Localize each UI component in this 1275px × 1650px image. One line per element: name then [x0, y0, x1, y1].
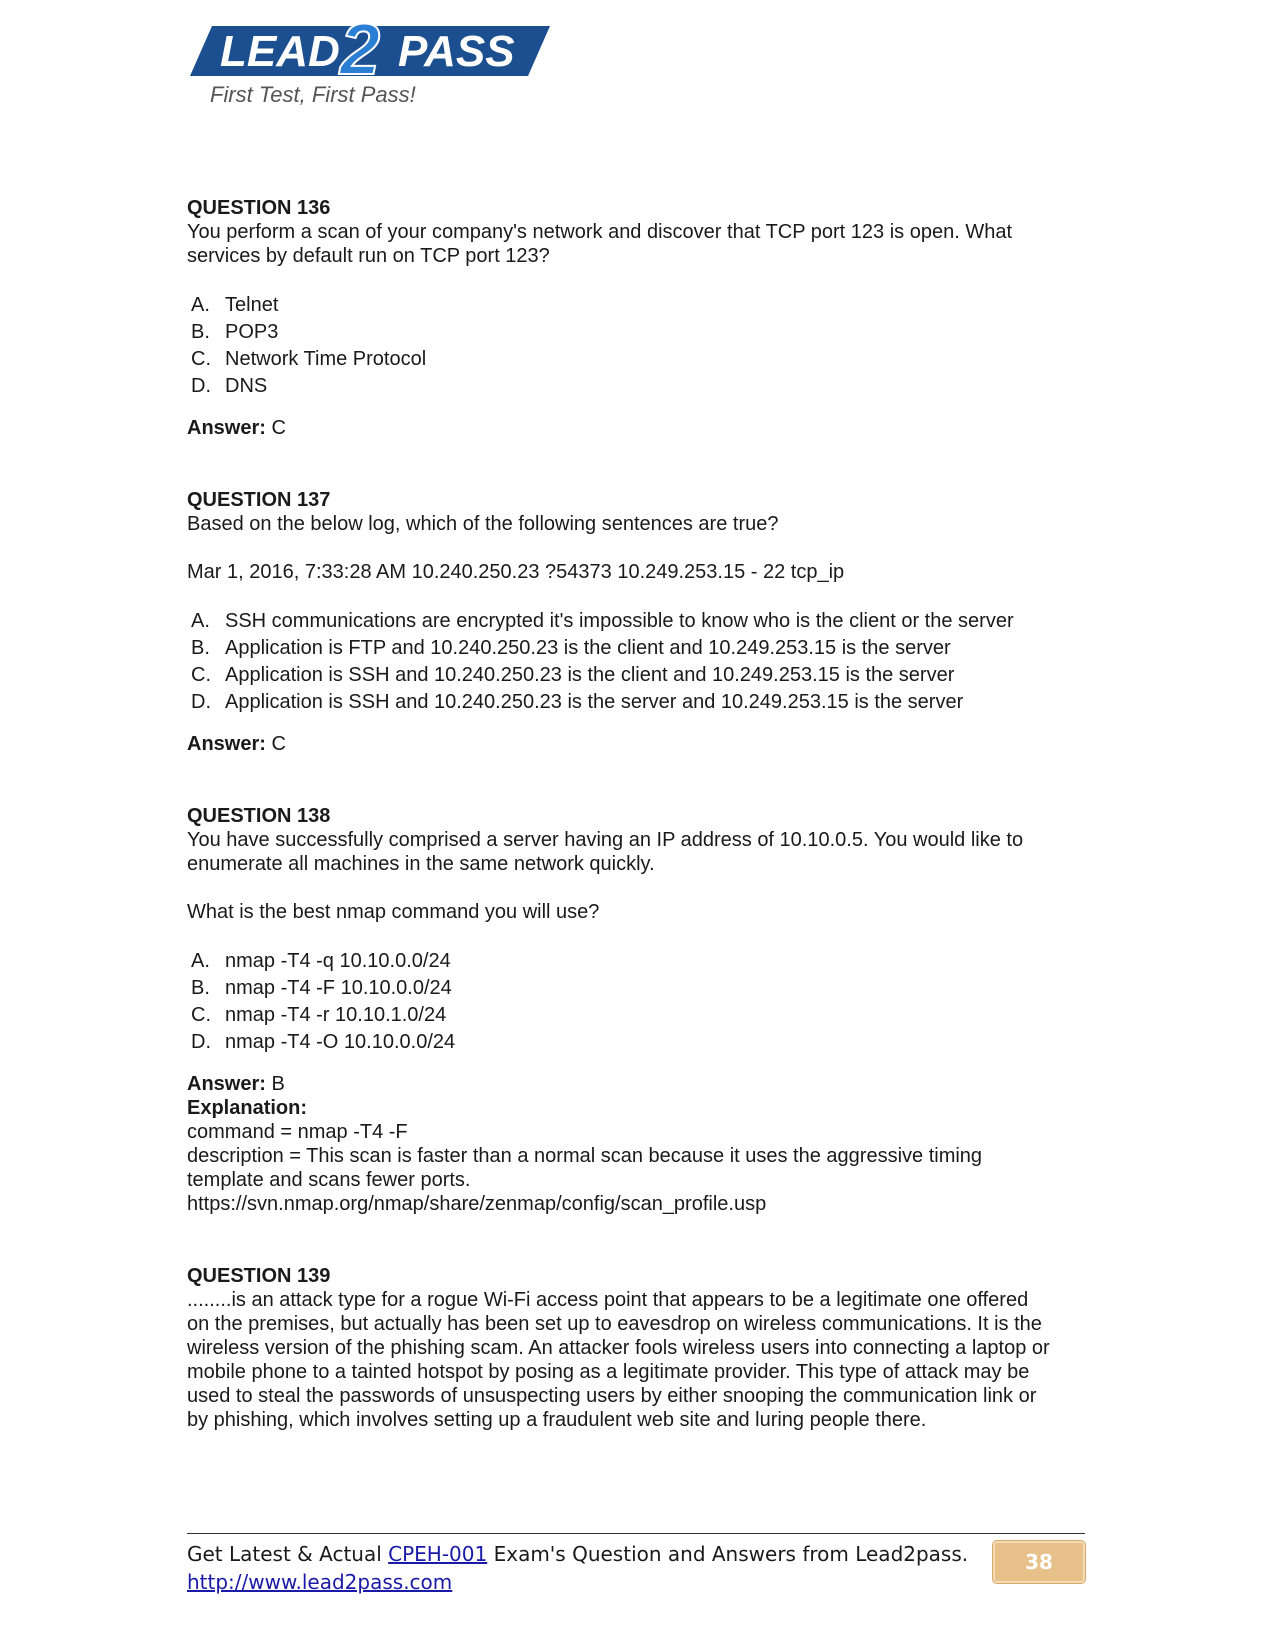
page-number-badge: 38: [993, 1541, 1085, 1583]
question-title: QUESTION 136: [187, 197, 331, 219]
question-body-line: on the premises, but actually has been set up to eavesdrop on wireless communications. It is the: [187, 1313, 1042, 1335]
site-link[interactable]: http://www.lead2pass.com: [187, 1570, 453, 1594]
question-body-line: enumerate all machines in the same network quickly.: [187, 853, 655, 875]
question-body-line: services by default run on TCP port 123?: [187, 245, 550, 267]
question-title: QUESTION 139: [187, 1265, 331, 1287]
footer-site-line: [187, 1568, 1085, 1596]
question-title: QUESTION 138: [187, 805, 331, 827]
question-title: QUESTION 137: [187, 489, 331, 511]
option-a: A. Telnet: [191, 294, 279, 316]
logo-text-num: 2: [340, 10, 381, 90]
answer-line: Answer: B: [187, 1073, 285, 1095]
logo-tagline: First Test, First Pass!: [210, 82, 416, 107]
answer-value: B: [271, 1073, 285, 1095]
option-b: B. POP3: [191, 321, 279, 343]
option-a: A. SSH communications are encrypted it's impossible to know who is the client or the server: [191, 610, 1014, 632]
question-body-line: mobile phone to a tainted hotspot by posing as a legitimate provider. This type of attack may be: [187, 1361, 1030, 1383]
answer-value: C: [271, 417, 286, 439]
option-b: B. Application is FTP and 10.240.250.23 is the client and 10.249.253.15 is the server: [191, 637, 951, 659]
question-138: [187, 804, 1087, 1216]
logo-text-left: LEAD: [220, 27, 340, 76]
question-body-line: by phishing, which involves setting up a fraudulent web site and luring people there.: [187, 1409, 927, 1431]
answer-value: C: [271, 733, 286, 755]
options-list: [187, 948, 1087, 1056]
option-b: B. nmap -T4 -F 10.10.0.0/24: [191, 977, 452, 999]
question-content: [187, 196, 1087, 1432]
question-137: [187, 488, 1087, 756]
question-body-line: You have successfully comprised a server having an IP address of 10.10.0.5. You would like to: [187, 829, 1024, 851]
question-body-line: Based on the below log, which of the following sentences are true?: [187, 513, 779, 535]
option-a: A. nmap -T4 -q 10.10.0.0/24: [191, 950, 451, 972]
option-c: C. Application is SSH and 10.240.250.23 is the client and 10.249.253.15 is the server: [191, 664, 955, 686]
option-c: C. nmap -T4 -r 10.10.1.0/24: [191, 1004, 447, 1026]
lead2pass-logo: [190, 8, 580, 108]
explanation-line: template and scans fewer ports.: [187, 1169, 471, 1191]
answer-line: Answer: C: [187, 733, 286, 755]
question-prompt: What is the best nmap command you will use?: [187, 901, 600, 923]
explanation-url: https://svn.nmap.org/nmap/share/zenmap/config/scan_profile.usp: [187, 1193, 767, 1215]
option-c: C. Network Time Protocol: [191, 348, 427, 370]
explanation-line: command = nmap -T4 -F: [187, 1121, 408, 1143]
log-line: Mar 1, 2016, 7:33:28 AM 10.240.250.23 ?54373 10.249.253.15 - 22 tcp_ip: [187, 561, 845, 583]
logo-text-right: PASS: [398, 27, 515, 76]
exam-link[interactable]: CPEH-001: [388, 1542, 488, 1566]
question-body-line: ........is an attack type for a rogue Wi-Fi access point that appears to be a legitimate one offered: [187, 1289, 1029, 1311]
options-list: [187, 608, 1087, 716]
option-d: D. nmap -T4 -O 10.10.0.0/24: [191, 1031, 456, 1053]
question-139: [187, 1264, 1087, 1432]
options-list: [187, 292, 1087, 400]
option-d: D. Application is SSH and 10.240.250.23 is the server and 10.249.253.15 is the server: [191, 691, 964, 713]
footer-line: Get Latest & Actual CPEH-001 Exam's Question and Answers from Lead2pass.: [187, 1542, 969, 1566]
explanation-label: Explanation:: [187, 1097, 308, 1119]
question-body-line: used to steal the passwords of unsuspecting users by either snooping the communication link or: [187, 1385, 1037, 1407]
option-d: D. DNS: [191, 375, 268, 397]
question-body-line: wireless version of the phishing scam. An attacker fools wireless users into connecting a laptop or: [187, 1337, 1050, 1359]
explanation-line: description = This scan is faster than a normal scan because it uses the aggressive timing: [187, 1145, 983, 1167]
answer-line: Answer: C: [187, 417, 286, 439]
page-footer: [187, 1533, 1085, 1596]
question-body-line: You perform a scan of your company's network and discover that TCP port 123 is open. What: [187, 221, 1012, 243]
question-136: [187, 196, 1087, 440]
